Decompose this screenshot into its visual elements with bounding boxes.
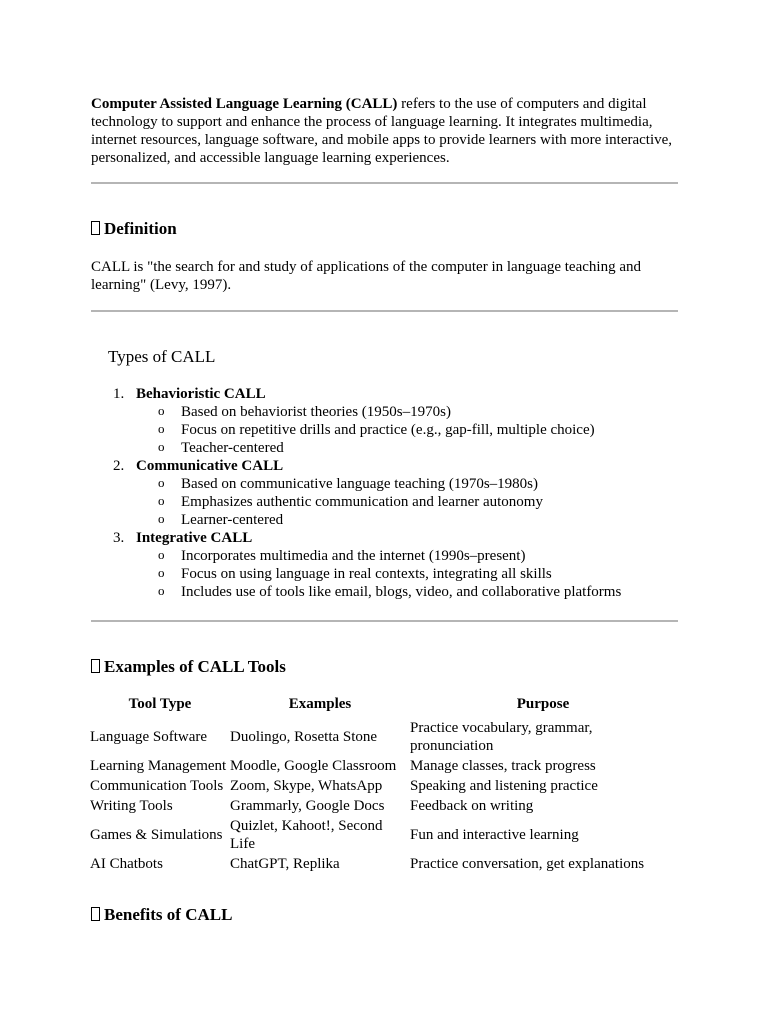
type-number: 2. <box>113 458 125 474</box>
divider <box>91 310 678 312</box>
type-point <box>136 565 691 583</box>
bullet: o <box>158 493 165 508</box>
type-item <box>91 529 691 601</box>
type-point-text: Based on communicative language teaching (1970s–1980s) <box>181 476 538 492</box>
definition-heading-text: Definition <box>104 219 177 238</box>
table-row <box>90 816 676 854</box>
bullet: o <box>158 475 165 490</box>
table-cell: Feedback on writing <box>410 798 534 814</box>
tools-heading-text: Examples of CALL Tools <box>104 657 286 676</box>
tools-heading <box>91 657 286 677</box>
table-cell: Practice vocabulary, grammar, pronunciation <box>410 720 593 754</box>
bullet: o <box>158 403 165 418</box>
bullet: o <box>158 421 165 436</box>
table-row <box>90 756 676 776</box>
table-row <box>90 718 676 756</box>
divider <box>91 620 678 622</box>
definition-heading <box>91 219 177 239</box>
type-point-text: Based on behaviorist theories (1950s–1970s) <box>181 404 451 420</box>
type-title: Behavioristic CALL <box>136 386 266 402</box>
table-row <box>90 796 676 816</box>
type-points <box>136 403 691 457</box>
type-item <box>91 457 691 529</box>
type-points <box>136 547 691 601</box>
divider <box>91 182 678 184</box>
definition-text: CALL is "the search for and study of applications of the computer in language teaching and learning" (Levy, 1997). <box>91 259 641 293</box>
types-list <box>91 385 691 601</box>
type-point <box>136 475 691 493</box>
type-title: Communicative CALL <box>136 458 284 474</box>
intro-term: Computer Assisted Language Learning (CALL) <box>91 96 398 112</box>
column-header: Tool Type <box>128 696 192 712</box>
bullet: o <box>158 511 165 526</box>
bullet: o <box>158 583 165 598</box>
table-cell: Moodle, Google Classroom <box>230 758 397 774</box>
missing-glyph-icon <box>91 659 100 673</box>
bullet: o <box>158 439 165 454</box>
table-cell: Language Software <box>90 729 208 745</box>
intro-paragraph <box>91 95 691 167</box>
table-cell: Learning Management <box>90 758 227 774</box>
type-point <box>136 547 691 565</box>
intro-text: refers to the use of computers and digital technology to support and enhance the process of language learning. It integrates multimedia, internet resources, language software, and mobile apps to provide learners with more interactive, personalized, and accessible language learning experiences. <box>91 96 673 166</box>
table-cell: Communication Tools <box>90 778 224 794</box>
table-cell: Writing Tools <box>90 798 173 814</box>
table-cell: Games & Simulations <box>90 827 223 843</box>
type-point <box>136 511 691 529</box>
type-points <box>136 475 691 529</box>
type-point <box>136 583 691 601</box>
table-cell: Duolingo, Rosetta Stone <box>230 729 378 745</box>
benefits-heading-text: Benefits of CALL <box>104 905 233 924</box>
table-cell: Practice conversation, get explanations <box>410 856 645 872</box>
table-cell: AI Chatbots <box>90 856 163 872</box>
benefits-heading <box>91 905 232 925</box>
column-header: Purpose <box>516 696 570 712</box>
type-number: 3. <box>113 530 125 546</box>
table-header-row <box>90 695 676 718</box>
table-row <box>90 854 676 874</box>
table-cell: Quizlet, Kahoot!, Second Life <box>230 818 383 852</box>
type-point-text: Focus on using language in real contexts, integrating all skills <box>181 566 552 582</box>
table-cell: Zoom, Skype, WhatsApp <box>230 778 383 794</box>
type-title: Integrative CALL <box>136 530 253 546</box>
tools-table <box>90 695 676 874</box>
table-cell: Grammarly, Google Docs <box>230 798 385 814</box>
types-heading: Types of CALL <box>108 347 216 366</box>
bullet: o <box>158 565 165 580</box>
table-cell: Fun and interactive learning <box>410 827 579 843</box>
table-cell: Manage classes, track progress <box>410 758 596 774</box>
missing-glyph-icon <box>91 907 100 921</box>
table-row <box>90 776 676 796</box>
missing-glyph-icon <box>91 221 100 235</box>
type-point <box>136 421 691 439</box>
table-cell: Speaking and listening practice <box>410 778 598 794</box>
type-item <box>91 385 691 457</box>
type-point-text: Learner-centered <box>181 512 284 528</box>
type-point-text: Teacher-centered <box>181 440 284 456</box>
table-cell: ChatGPT, Replika <box>230 856 340 872</box>
type-point <box>136 493 691 511</box>
type-point-text: Emphasizes authentic communication and learner autonomy <box>181 494 543 510</box>
bullet: o <box>158 547 165 562</box>
type-point-text: Includes use of tools like email, blogs, video, and collaborative platforms <box>181 584 622 600</box>
column-header: Examples <box>288 696 352 712</box>
type-point-text: Incorporates multimedia and the internet (1990s–present) <box>181 548 526 564</box>
type-point <box>136 403 691 421</box>
type-point <box>136 439 691 457</box>
type-point-text: Focus on repetitive drills and practice (e.g., gap-fill, multiple choice) <box>181 422 595 438</box>
type-number: 1. <box>113 386 125 402</box>
